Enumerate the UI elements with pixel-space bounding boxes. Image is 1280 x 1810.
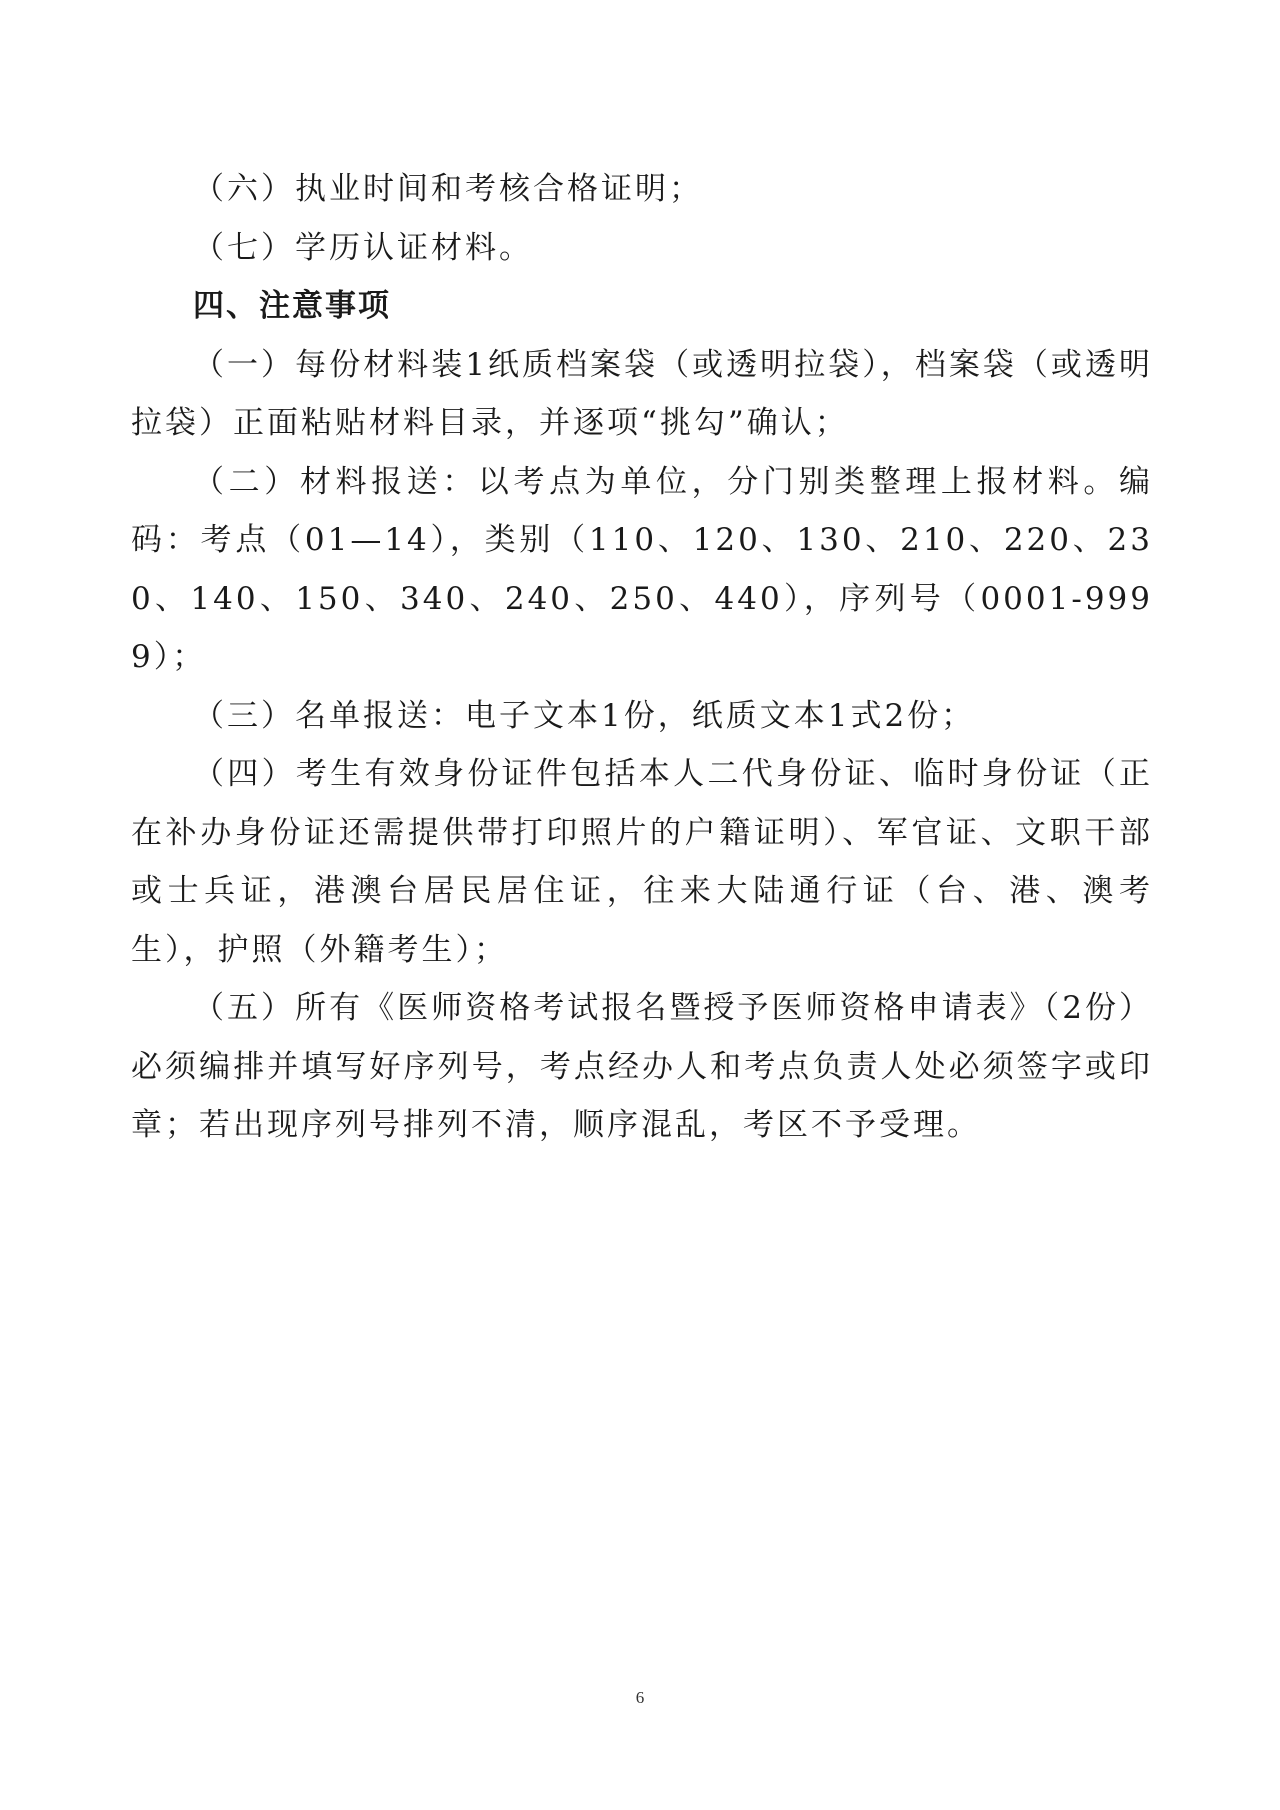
note-two: （二）材料报送：以考点为单位，分门别类整理上报材料。编码：考点（01—14），类别（110、120、130、210、220、230、140、150、340、240、250、440），序列号（0001-9999）； — [131, 463, 1153, 675]
note-four: （四）考生有效身份证件包括本人二代身份证、临时身份证（正在补办身份证还需提供带打印照片的户籍证明）、军官证、文职干部或士兵证，港澳台居民居住证，往来大陆通行证（台、港、澳考生），护照（外籍考生）； — [131, 756, 1153, 968]
note-one: （一）每份材料装1纸质档案袋（或透明拉袋），档案袋（或透明拉袋）正面粘贴材料目录，并逐项“挑勾”确认； — [131, 346, 1153, 441]
document-body — [131, 160, 1153, 1155]
note-five: （五）所有《医师资格考试报名暨授予医师资格申请表》（2份）必须编排并填写好序列号，考点经办人和考点负责人处必须签字或印章；若出现序列号排列不清，顺序混乱，考区不予受理。 — [131, 990, 1153, 1143]
note-three: （三）名单报送：电子文本1份，纸质文本1式2份； — [193, 697, 976, 734]
section-heading: 四、注意事项 — [193, 288, 391, 324]
item-seven: （七）学历认证材料。 — [193, 229, 533, 266]
item-six: （六）执业时间和考核合格证明； — [193, 171, 703, 207]
page-number: 6 — [635, 1688, 645, 1707]
